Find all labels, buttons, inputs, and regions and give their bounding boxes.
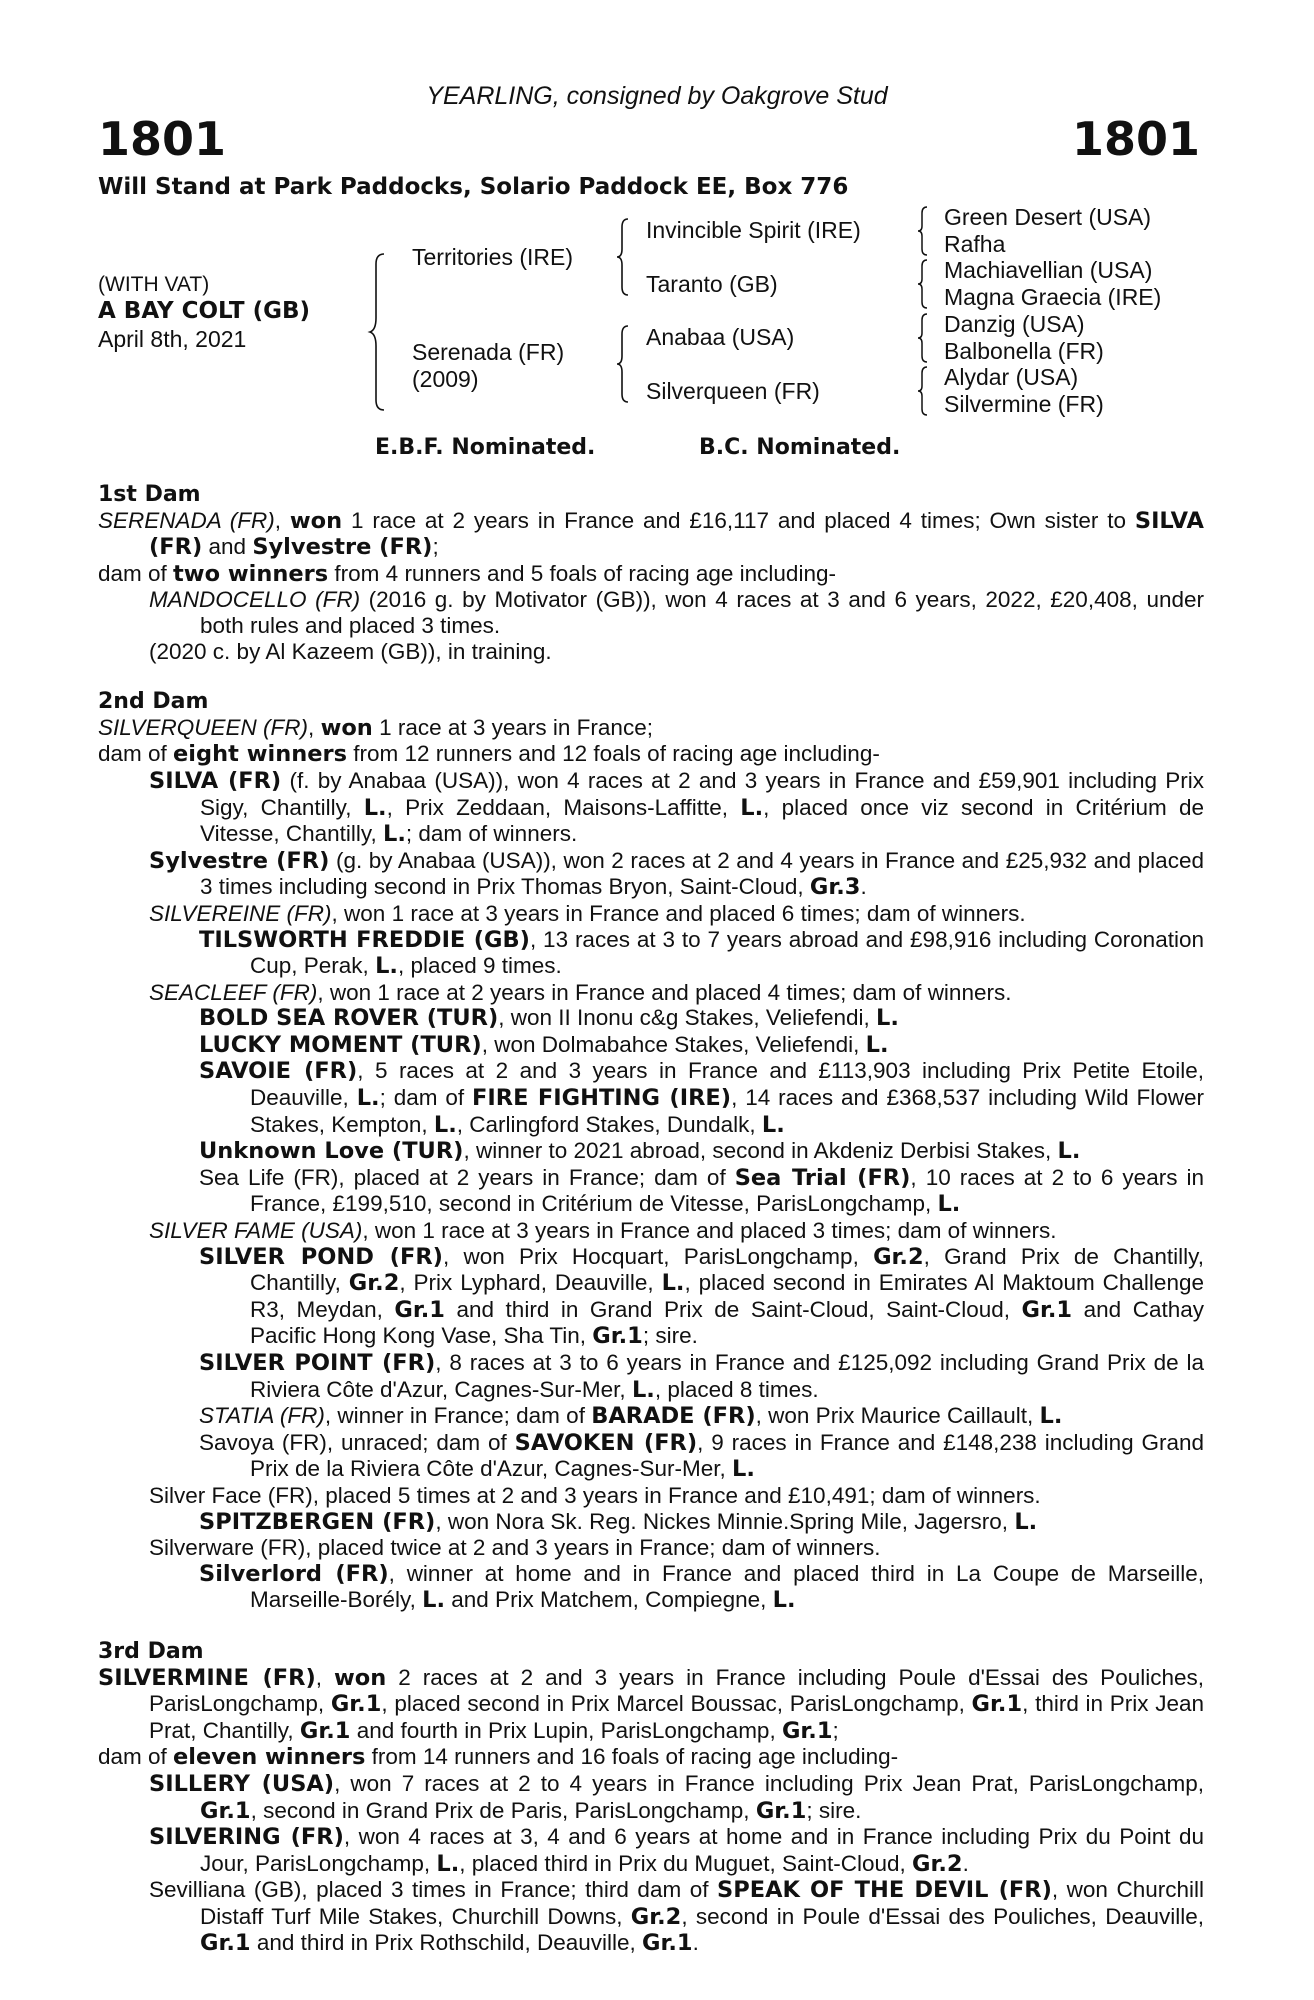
entry-text: 2 races at 2 and 3 years in France including Poule d'Essai des Pouliches, ParisLongchamp, (149, 1664, 1204, 1717)
bold-text: Silverlord (FR) (199, 1560, 389, 1587)
pedigree-entry (98, 1244, 1204, 1350)
entry-text: and Prix Matchem, Compiegne, (445, 1587, 773, 1613)
entry-text: , 5 races at 2 and 3 years in France and £113,903 including Prix Petite Etoile, Deauville, (250, 1058, 1205, 1111)
dam-section (98, 689, 1204, 1614)
bold-text: Sea Trial (FR) (734, 1164, 911, 1191)
bold-text: L. (1014, 1508, 1038, 1535)
entry-text: , Prix Zeddaan, Maisons-Laffitte, (386, 794, 741, 820)
bold-text: L. (740, 794, 764, 821)
entry-text: Savoya (FR), unraced; dam of (199, 1429, 515, 1455)
bold-text: won (320, 714, 373, 741)
dam-dam-name: Silverqueen (FR) (646, 378, 820, 404)
sire-sire-name: Invincible Spirit (IRE) (646, 217, 861, 243)
bold-text: L. (383, 821, 406, 848)
bold-text: Gr.1 (200, 1930, 251, 1957)
lot-number-left: 1801 (98, 112, 227, 166)
dam-name: Serenada (FR) (412, 339, 565, 365)
bold-text: L. (433, 1111, 457, 1138)
entry-text: , Carlingford Stakes, Dundalk, (456, 1111, 762, 1137)
section-heading: 1st Dam (98, 482, 201, 507)
bold-text: L. (937, 1191, 961, 1218)
g-ancestor-4: Magna Graecia (IRE) (944, 284, 1162, 310)
entry-text: from 12 runners and 12 foals of racing age including- (347, 741, 880, 767)
pedigree-entry (98, 1535, 1204, 1561)
g-ancestor-8: Silvermine (FR) (944, 391, 1104, 417)
bold-text: L. (1039, 1403, 1063, 1430)
g-ancestor-3: Machiavellian (USA) (944, 257, 1153, 283)
entry-text: , won Nora Sk. Reg. Nickes Minnie.Spring Mile, Jagersro, (435, 1508, 1015, 1534)
pedigree-entry (98, 1665, 1204, 1745)
bold-text: TILSWORTH FREDDIE (GB) (199, 926, 530, 953)
bold-text: Gr.1 (1021, 1296, 1073, 1323)
entry-text: . (962, 1850, 969, 1876)
entry-text: Silver Face (FR), placed 5 times at 2 and 3 years in France and £10,491; dam of winners. (149, 1482, 1041, 1508)
pedigree-entry (98, 1138, 1204, 1165)
pedigree-entry (98, 1771, 1204, 1824)
entry-text: dam of (98, 741, 174, 767)
entry-text: , winner to 2021 abroad, second in Akdeniz Derbisi Stakes, (463, 1138, 1058, 1164)
entry-text: , won Dolmabahce Stakes, Veliefendi, (481, 1031, 866, 1057)
bold-text: FIRE FIGHTING (IRE) (472, 1085, 732, 1112)
entry-text: (f. by Anabaa (USA)), won 4 races at 2 and 3 years in France and £59,901 including Prix Sigy, Chantilly, (200, 767, 1204, 820)
pedigree-brace-g4 (918, 364, 930, 418)
entry-text: , won 1 race at 3 years in France and placed 3 times; dam of winners. (362, 1218, 1057, 1244)
entry-text: (2020 c. by Al Kazeem (GB)), in training. (149, 638, 552, 664)
bold-text: L. (772, 1587, 796, 1614)
g-ancestor-1: Green Desert (USA) (944, 204, 1152, 230)
pedigree-entry (98, 1824, 1204, 1877)
pedigree-brace-main (372, 252, 388, 412)
bold-text: won (334, 1664, 387, 1691)
bold-text: SPEAK OF THE DEVIL (FR) (717, 1877, 1052, 1904)
pedigree-entry (98, 1483, 1204, 1509)
bold-text: SILVERING (FR) (149, 1824, 344, 1851)
section-gap (98, 664, 1204, 689)
bold-text: LUCKY MOMENT (TUR) (199, 1031, 482, 1058)
entry-text: , winner at home and in France and placed third in La Coupe de Marseille, Marseille-Borély, (250, 1560, 1204, 1613)
entry-text: , won Churchill Distaff Turf Mile Stakes, Churchill Downs, (200, 1877, 1204, 1929)
pedigree-entry (98, 741, 1204, 768)
entry-text: 1 race at 2 years in France and £16,117 and placed 4 times; Own sister to (342, 507, 1135, 533)
pedigree-brace-g3 (918, 311, 930, 365)
italic-text: STATIA (FR) (199, 1403, 325, 1429)
bold-text: L. (356, 1085, 380, 1112)
entry-text: ; sire. (642, 1323, 698, 1349)
italic-text: SEACLEEF (FR) (149, 979, 318, 1005)
entry-text: , placed second in Emirates Al Maktoum Challenge R3, Meydan, (250, 1270, 1204, 1322)
pedigree-brace-g1 (918, 204, 930, 258)
bold-text: Gr.1 (299, 1717, 351, 1744)
entry-text: and Cathay Pacific Hong Kong Vase, Sha Tin, (250, 1296, 1204, 1349)
pedigree-entry (98, 1032, 1204, 1059)
entry-text: Sea Life (FR), placed at 2 years in France; dam of (199, 1164, 735, 1190)
section-gap (98, 1614, 1204, 1639)
bold-text: L. (661, 1270, 685, 1297)
bold-text: Gr.1 (394, 1296, 445, 1323)
pedigree-entry (98, 927, 1204, 980)
bold-text: Sylvestre (FR) (149, 847, 330, 874)
sire-dam-name: Taranto (GB) (646, 271, 778, 297)
entry-text: , won II Inonu c&g Stakes, Veliefendi, (498, 1005, 876, 1031)
pedigree-entry (98, 1509, 1204, 1536)
consignment-line: YEARLING, consigned by Oakgrove Stud (426, 82, 888, 110)
entry-text: . (692, 1930, 699, 1956)
bold-text: L. (436, 1850, 460, 1877)
bold-text: Gr.2 (912, 1850, 963, 1877)
bold-text: SILVER POND (FR) (199, 1243, 443, 1270)
ebf-nomination: E.B.F. Nominated. (375, 435, 596, 460)
pedigree-entry (98, 901, 1204, 927)
entry-text: , placed second in Prix Marcel Boussac, ParisLongchamp, (381, 1691, 972, 1717)
bold-text: eleven winners (173, 1744, 366, 1771)
entry-text: , 9 races in France and £148,238 including Grand Prix de la Riviera Côte d'Azur, Cagnes-Sur-Mer, (250, 1429, 1204, 1482)
entry-text: , Grand Prix de Chantilly, Chantilly, (250, 1243, 1204, 1296)
entry-text: , second in Grand Prix de Paris, ParisLongchamp, (250, 1797, 756, 1823)
pedigree-entry (98, 1058, 1204, 1138)
entry-text: 1 race at 3 years in France; (372, 714, 653, 740)
entry-text: and third in Grand Prix de Saint-Cloud, Saint-Cloud, (444, 1296, 1022, 1322)
entry-text: , placed third in Prix du Muguet, Saint-Cloud, (459, 1850, 913, 1876)
bold-text: L. (865, 1031, 889, 1058)
entry-text: , third in Prix Jean Prat, Chantilly, (149, 1691, 1204, 1743)
pedigree-entry (98, 1005, 1204, 1032)
entry-text: (g. by Anabaa (USA)), won 2 races at 2 and 4 years in France and £25,932 and placed 3 times including second in Prix Thomas Bryon, Saint-Cloud, (200, 847, 1204, 900)
bold-text: SPITZBERGEN (FR) (199, 1508, 436, 1535)
entry-text: Silverware (FR), placed twice at 2 and 3 years in France; dam of winners. (149, 1535, 881, 1561)
entry-text: , placed 8 times. (654, 1376, 819, 1402)
entry-text: , won 1 race at 2 years in France and placed 4 times; dam of winners. (317, 979, 1012, 1005)
entry-text: , 8 races at 3 to 6 years in France and £125,092 including Grand Prix de la Riviera Côte d'Azur, Cagnes-Sur-Mer, (250, 1350, 1204, 1402)
vat-note: (WITH VAT) (98, 273, 210, 296)
pedigree-brace-sire (618, 217, 632, 297)
pedigree-entry (98, 848, 1204, 901)
bold-text: L. (761, 1111, 785, 1138)
pedigree-entry (98, 1403, 1204, 1430)
entry-text: and (202, 534, 253, 560)
bold-text: L. (1057, 1138, 1081, 1165)
bold-text: Gr.2 (873, 1243, 924, 1270)
bold-text: L. (422, 1587, 446, 1614)
pedigree-entry (98, 587, 1204, 638)
bold-text: SILVA (FR) (149, 767, 282, 794)
entry-text: ; dam of winners. (405, 821, 578, 847)
g-ancestor-2: Rafha (944, 231, 1006, 257)
entry-text: , placed 9 times. (397, 953, 562, 979)
bold-text: won (289, 507, 343, 534)
pedigree-entry (98, 1877, 1204, 1957)
bold-text: Gr.1 (971, 1691, 1023, 1718)
pedigree-brace-g2 (918, 257, 930, 311)
entry-text: ; sire. (806, 1797, 862, 1823)
entry-text: . (860, 874, 867, 900)
bold-text: SILVER POINT (FR) (199, 1350, 436, 1376)
section-heading: 2nd Dam (98, 689, 209, 715)
italic-text: SERENADA (FR) (98, 507, 275, 533)
entry-text: , (274, 507, 290, 533)
bold-text: Gr.1 (330, 1691, 382, 1718)
entry-text: and third in Prix Rothschild, Deauville, (250, 1930, 642, 1956)
bold-text: SAVOIE (FR) (199, 1058, 358, 1085)
entry-text: ; dam of (379, 1085, 473, 1111)
entry-text: , 13 races at 3 to 7 years abroad and £98,916 including Coronation Cup, Perak, (250, 926, 1204, 979)
bold-text: SILVERMINE (FR) (98, 1664, 316, 1691)
foaling-date: April 8th, 2021 (98, 326, 247, 352)
entry-text: , (308, 714, 321, 740)
pedigree-entry (98, 1561, 1204, 1614)
entry-text: Sevilliana (GB), placed 3 times in France; third dam of (149, 1877, 718, 1903)
pedigree-entry (98, 561, 1204, 588)
entry-text: ; (832, 1717, 839, 1743)
entry-text: and fourth in Prix Lupin, ParisLongchamp, (350, 1717, 782, 1743)
entry-text: , won 4 races at 3, 4 and 6 years at home and in France including Prix du Point du Jour, ParisLongchamp, (200, 1824, 1204, 1876)
sire-name: Territories (IRE) (412, 244, 574, 270)
bold-text: Gr.1 (642, 1930, 693, 1957)
pedigree-entry (98, 1744, 1204, 1771)
bold-text: SILVA (FR) (149, 507, 1204, 561)
g-ancestor-5: Danzig (USA) (944, 311, 1085, 337)
bold-text: L. (375, 953, 398, 980)
entry-text: ; (432, 534, 439, 560)
bold-text: Unknown Love (TUR) (199, 1138, 464, 1165)
bold-text: eight winners (173, 741, 348, 768)
pedigree-entry (98, 639, 1204, 665)
dam-section (98, 1639, 1204, 1957)
italic-text: SILVEREINE (FR) (149, 900, 332, 926)
bold-text: Gr.3 (809, 874, 861, 901)
bold-text: Gr.1 (200, 1797, 251, 1824)
entry-text: from 14 runners and 16 foals of racing age including- (365, 1744, 899, 1770)
bold-text: L. (631, 1376, 655, 1403)
entry-text: , won Prix Hocquart, ParisLongchamp, (442, 1243, 874, 1269)
pedigree-entry (98, 715, 1204, 742)
entry-text: , won 7 races at 2 to 4 years in France including Prix Jean Prat, ParisLongchamp, (334, 1770, 1205, 1796)
bold-text: L. (363, 794, 387, 821)
entry-text: dam of (98, 1744, 174, 1770)
entry-text: , 10 races at 2 to 6 years in France, £199,510, second in Critérium de Vitesse, ParisLongchamp, (250, 1164, 1204, 1217)
pedigree-entry (98, 1165, 1204, 1218)
bold-text: Gr.1 (755, 1797, 807, 1824)
lot-number-right: 1801 (1071, 112, 1200, 166)
entry-text: , winner in France; dam of (324, 1403, 592, 1429)
pedigree-entry (98, 508, 1204, 561)
bold-text: L. (731, 1456, 755, 1483)
bold-text: Gr.2 (630, 1903, 682, 1930)
entry-text: , won Prix Maurice Caillault, (755, 1403, 1040, 1429)
dam-sire-name: Anabaa (USA) (646, 324, 795, 350)
bold-text: two winners (173, 560, 329, 587)
g-ancestor-6: Balbonella (FR) (944, 338, 1104, 364)
bold-text: L. (875, 1005, 899, 1032)
section-heading: 3rd Dam (98, 1638, 204, 1664)
stand-location: Will Stand at Park Paddocks, Solario Paddock EE, Box 776 (98, 174, 849, 200)
italic-text: MANDOCELLO (FR) (149, 587, 361, 613)
bold-text: BARADE (FR) (591, 1403, 756, 1430)
pedigree-brace-dam (618, 324, 632, 404)
pedigree-entry (98, 768, 1204, 848)
entry-text: , (315, 1664, 334, 1690)
entry-text: , placed once viz second in Critérium de Vitesse, Chantilly, (200, 794, 1205, 847)
catalogue-body (98, 482, 1204, 1957)
bold-text: BOLD SEA ROVER (TUR) (199, 1005, 499, 1032)
entry-text: from 4 runners and 5 foals of racing age including- (328, 560, 836, 586)
entry-text: , won 1 race at 3 years in France and placed 6 times; dam of winners. (331, 900, 1026, 926)
entry-text: , 14 races and £368,537 including Wild Flower Stakes, Kempton, (250, 1085, 1205, 1137)
g-ancestor-7: Alydar (USA) (944, 364, 1079, 390)
bold-text: SAVOKEN (FR) (514, 1429, 698, 1456)
entry-text: dam of (98, 560, 174, 586)
bc-nomination: B.C. Nominated. (699, 435, 901, 460)
pedigree-entry (98, 1350, 1204, 1403)
entry-text: (2016 g. by Motivator (GB)), won 4 races at 3 and 6 years, 2022, £20,408, under both rules and placed 3 times. (200, 587, 1204, 638)
bold-text: Gr.2 (348, 1270, 400, 1297)
bold-text: Sylvestre (FR) (252, 534, 433, 561)
entry-text: , second in Poule d'Essai des Pouliches, Deauville, (681, 1903, 1204, 1929)
pedigree-entry (98, 1430, 1204, 1483)
dam-section (98, 482, 1204, 664)
pedigree-entry (98, 1218, 1204, 1244)
italic-text: SILVER FAME (USA) (149, 1218, 363, 1244)
bold-text: Gr.1 (781, 1717, 833, 1744)
dam-year: (2009) (412, 366, 479, 392)
bold-text: SILLERY (USA) (149, 1770, 335, 1797)
horse-title: A BAY COLT (GB) (98, 298, 311, 324)
bold-text: Gr.1 (592, 1323, 643, 1350)
pedigree-entry (98, 980, 1204, 1006)
entry-text: , Prix Lyphard, Deauville, (399, 1270, 662, 1296)
italic-text: SILVERQUEEN (FR) (98, 714, 309, 740)
